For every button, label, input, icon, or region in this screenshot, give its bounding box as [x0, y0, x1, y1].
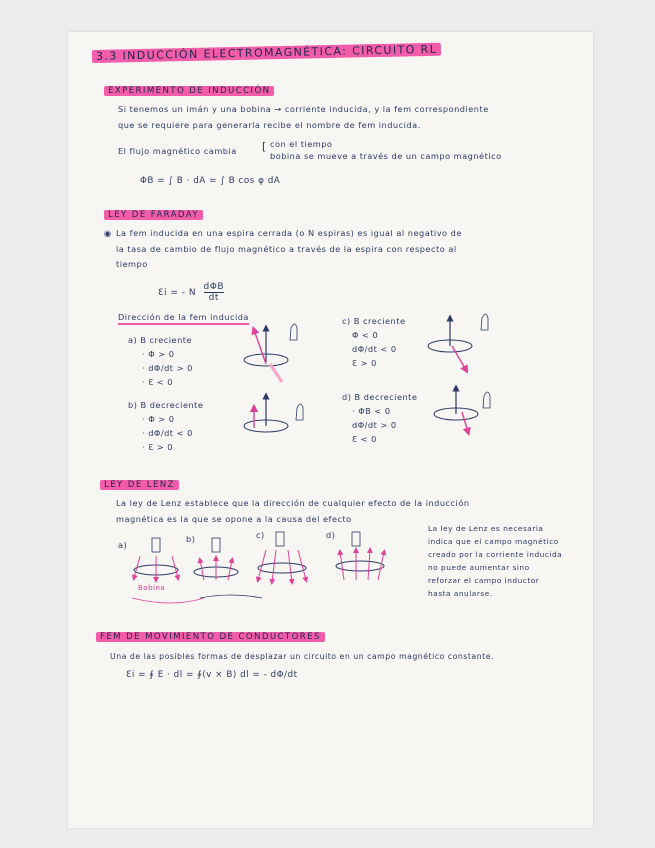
flux-formula: ΦB = ∫ B · dA = ∫ B cos φ dA — [140, 176, 281, 186]
text-line: bobina se mueve a través de un campo magnético — [270, 151, 502, 161]
lenz-label-b: b) — [186, 534, 196, 544]
lenz-label-c: c) — [256, 530, 265, 540]
heading-faraday: LEY DE FARADAY — [104, 210, 203, 220]
text-line: magnética es la que se opone a la causa del efecto — [116, 514, 352, 524]
heading-fem-movimiento: FEM DE MOVIMIENTO DE CONDUCTORES — [96, 632, 325, 642]
case-b: b) B decreciente · Φ > 0 · dΦ/dt < 0 · Ɛ > 0 — [128, 400, 204, 452]
lenz-diagram-b — [194, 538, 238, 580]
heading-experimento: EXPERIMENTO DE INDUCCIÓN — [104, 86, 274, 96]
faraday-formula: Ɛi = - N dΦB dt — [158, 282, 224, 303]
text-line: La ley de Lenz establece que la dirección de cualquier efecto de la inducción — [116, 498, 470, 508]
text-line: Una de las posibles formas de desplazar un circuito en un campo magnético constante. — [110, 652, 494, 661]
heading-direccion: Dirección de la fem inducida — [118, 312, 249, 322]
brace: [ — [262, 140, 267, 153]
text-line: que se requiere para generarla recibe el nombre de fem inducida. — [118, 120, 421, 130]
lenz-note: La ley de Lenz es necesaria indica que el campo magnético creado por la corriente inducida no puede aumentar sino reforzar el campo inductor hasta anularse. — [428, 524, 563, 598]
bullet-icon: ◉ — [104, 228, 112, 238]
bobina-label: Bobina — [138, 584, 166, 592]
lenz-label-d: d) — [326, 530, 336, 540]
text-line: La fem inducida en una espira cerrada (o N espiras) es igual al negativo de — [116, 228, 462, 238]
fem-formula: Ɛi = ∮ E · dl = ∮(v × B) dl = - dΦ/dt — [126, 670, 298, 680]
lenz-label-a: a) — [118, 540, 128, 550]
text-line: El flujo magnético cambia — [118, 146, 237, 156]
case-d: d) B decreciente · ΦB < 0 dΦ/dt > 0 Ɛ < 0 — [342, 392, 418, 444]
text-line: Si tenemos un imán y una bobina → corriente inducida, y la fem correspondiente — [118, 104, 489, 114]
lenz-diagram-a — [134, 538, 178, 580]
case-c: c) B creciente Φ < 0 dΦ/dt < 0 Ɛ > 0 — [342, 316, 406, 368]
text-line: la tasa de cambio de flujo magnético a través de la espira con respecto al — [116, 244, 457, 254]
lenz-diagram-d — [336, 532, 384, 580]
text-line: tiempo — [116, 259, 148, 269]
lenz-diagram-c — [258, 532, 306, 582]
page-title: 3.3 INDUCCIÓN ELECTROMAGNÉTICA: CIRCUITO RL — [92, 43, 441, 63]
text-line: con el tiempo — [270, 139, 333, 149]
heading-lenz: LEY DE LENZ — [100, 480, 179, 490]
case-a: a) B creciente · Φ > 0 · dΦ/dt > 0 · Ɛ < 0 — [128, 335, 193, 387]
